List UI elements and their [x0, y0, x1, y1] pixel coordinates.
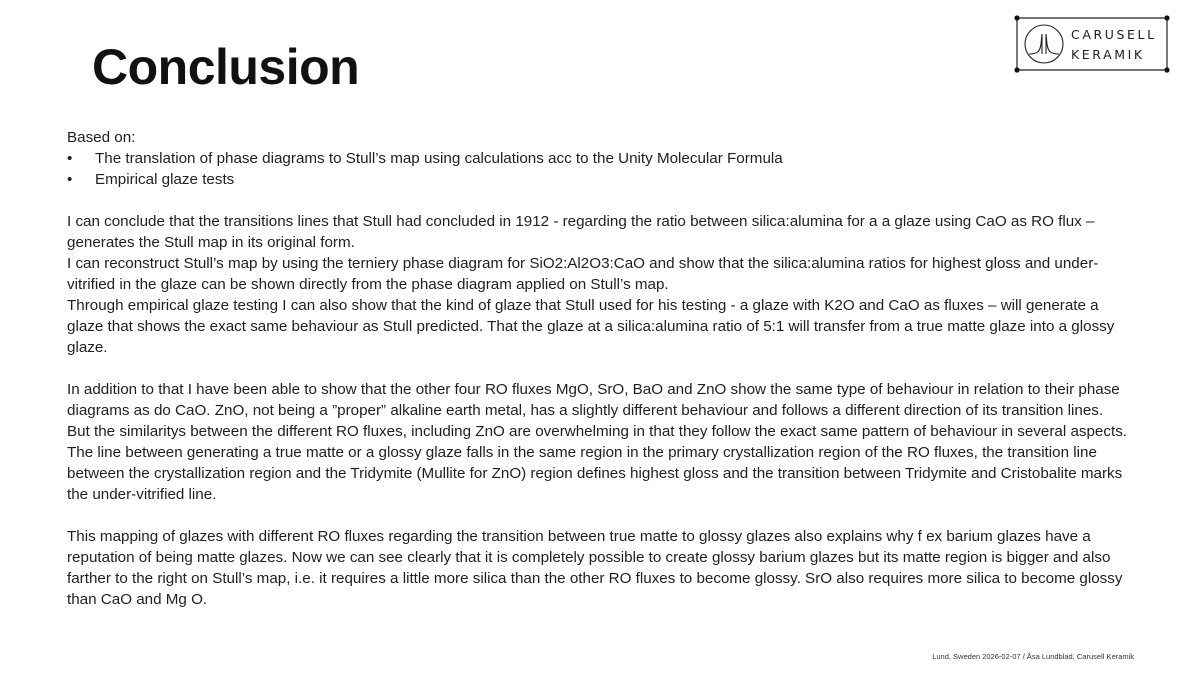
- slide-footer: Lund, Sweden 2026-02-07 / Åsa Lundblad, Carusell Keramik: [932, 652, 1134, 661]
- logo-text-line1: CARUSELL: [1071, 27, 1157, 42]
- based-on-label: Based on:: [67, 129, 136, 146]
- bullet-marker: •: [67, 171, 73, 188]
- ro-fluxes-paragraph: In addition to that I have been able to show that the other four RO fluxes MgO, SrO, BaO and ZnO show the same type of behaviour in relation to their phase diagrams as do CaO. ZnO, not being a ”proper” alkaline earth metal, has a slightly different behaviour and follows a different direction of its transition lines. But the similaritys between the different RO fluxes, including ZnO are overwhelming in that they follow the exact same pattern of behaviour in several aspects. The line between generating a true matte or a glossy glaze falls in the same region in the primary crystallization region of the RO fluxes, the transition line between the crystallization region and the Tridymite (Mullite for ZnO) region defines highest gloss and the transition between Tridymite and Cristobalite marks the under-vitrified line.: [67, 381, 1128, 503]
- bullet-item: [67, 169, 1127, 190]
- bullet-text: The translation of phase diagrams to Stull’s map using calculations acc to the Unity Molecular Formula: [95, 150, 783, 167]
- slide-body: [67, 127, 1127, 610]
- bullet-marker: •: [67, 150, 73, 167]
- slide-title: Conclusion: [92, 39, 360, 95]
- conclusion-line-1: I can conclude that the transitions lines that Stull had concluded in 1912 - regarding the ratio between silica:alumina for a a glaze using CaO as RO flux – generates the Stull map in its original form.: [67, 213, 1095, 251]
- bullet-list: [67, 148, 1127, 190]
- carusell-keramik-logo: [1013, 14, 1171, 74]
- logo-text-line2: KERAMIK: [1071, 47, 1145, 62]
- conclusion-line-3: Through empirical glaze testing I can also show that the kind of glaze that Stull used for his testing - a glaze with K2O and CaO as fluxes – will generate a glaze that shows the exact same behaviour as Stull predicted. That the glaze at a silica:alumina ratio of 5:1 will transfer from a true matte glaze into a glossy glaze.: [67, 297, 1115, 356]
- barium-paragraph: This mapping of glazes with different RO fluxes regarding the transition between true matte to glossy glazes also explains why f ex barium glazes have a reputation of being matte glazes. Now we can see clearly that it is completely possible to create glossy barium glazes but its matte region is bigger and also farther to the right on Stull’s map, i.e. it requires a little more silica than the other RO fluxes to become glossy. SrO also requires more silica to become glossy than CaO and Mg O.: [67, 528, 1123, 608]
- bullet-text: Empirical glaze tests: [95, 171, 235, 188]
- bullet-item: [67, 148, 1127, 169]
- carusell-logo-icon: [1013, 14, 1171, 74]
- conclusion-line-2: I can reconstruct Stull’s map by using the terniery phase diagram for SiO2:Al2O3:CaO and show that the silica:alumina ratios for highest gloss and under-vitrified in the glaze can be shown directly from the phase diagram applied on Stull’s map.: [67, 255, 1099, 293]
